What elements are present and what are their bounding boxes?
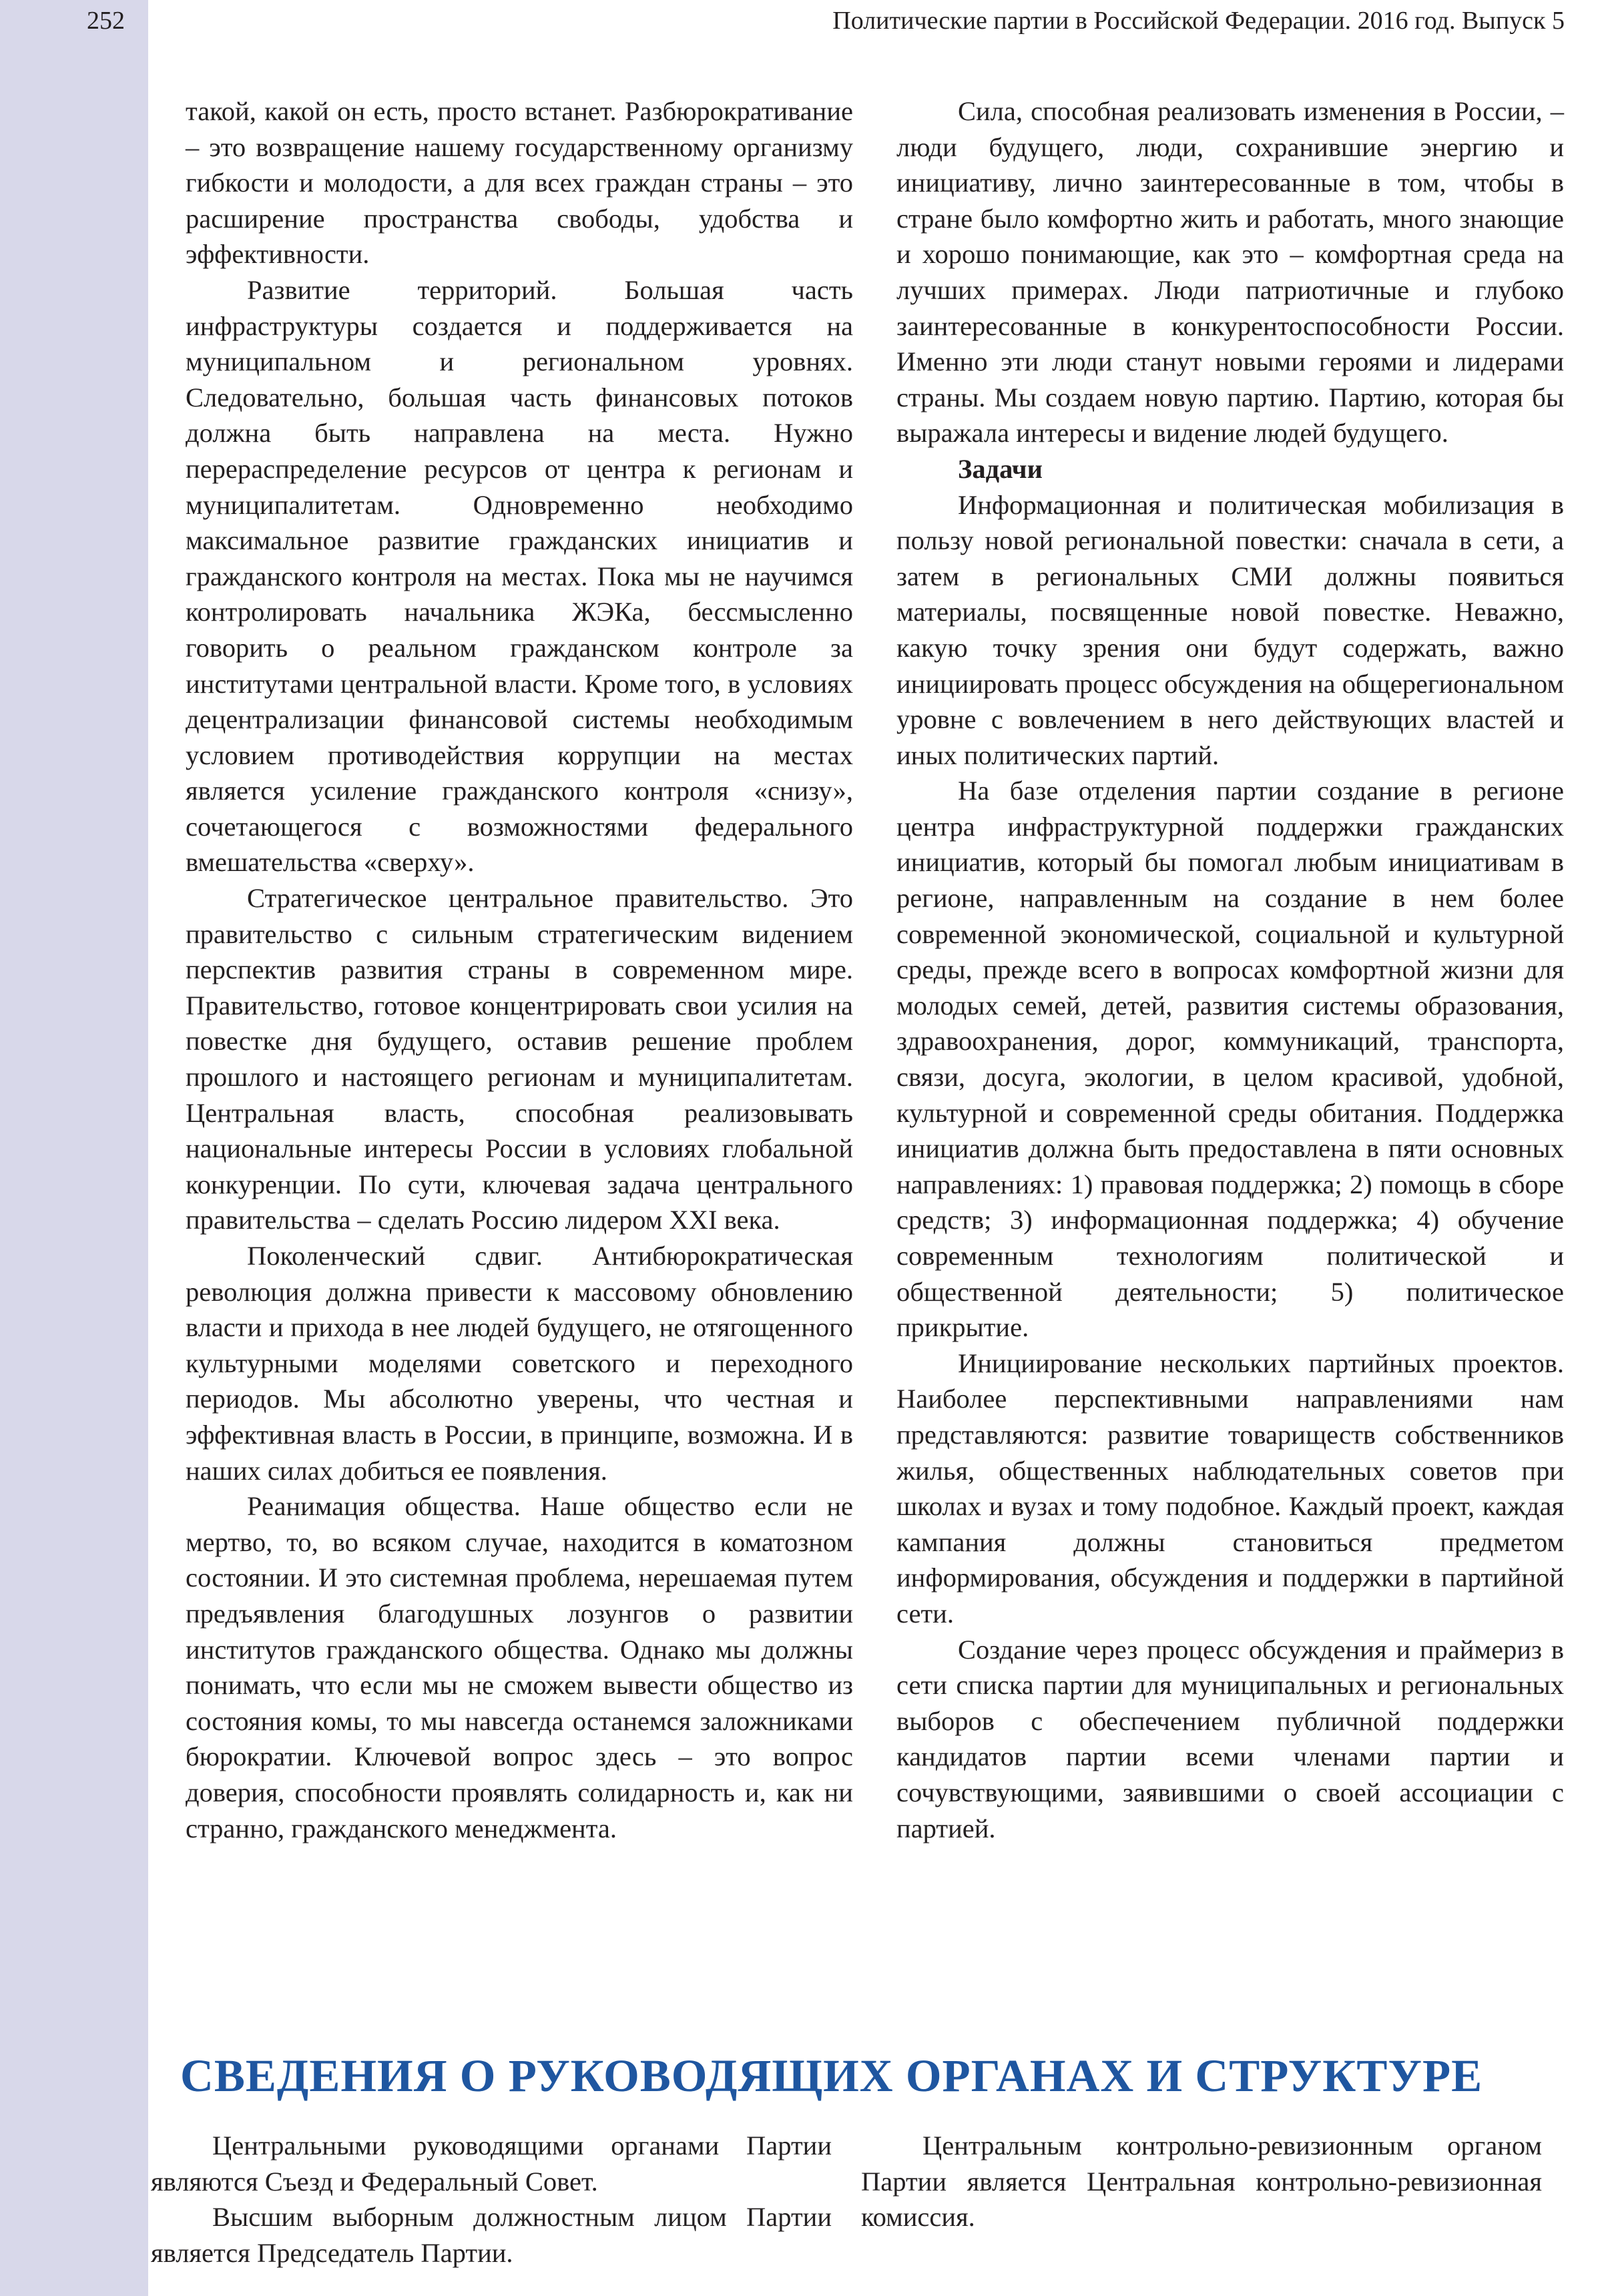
paragraph: Центральным контрольно-ревизионным органом Партии является Центральная контрольно-ревизионная комиссия. <box>861 2130 1542 2233</box>
paragraph: Стратегическое центральное правительство. Это правительство с сильным стратегическим видением перспектив развития страны в современном мире. Правительство, готовое концентрировать свои усилия на повестке дня будущего, оставив решение проблем прошлого и настоящего регионам и муниципалитетам. Центральная власть, способная реализовывать национальные интересы России в условиях глобальной конкуренции. По сути, ключевая задача центрального правительства – сделать Россию лидером XXI века. <box>186 883 853 1235</box>
paragraph: Создание через процесс обсуждения и праймериз в сети списка партии для муниципальных и региональных выборов с обеспечением публичной поддержки кандидатов партии всеми членами партии и сочувствующими, заявившими о своей ассоциации с партией. <box>896 1634 1564 1843</box>
paragraph: Высшим выборным должностным лицом Партии является Председатель Партии. <box>151 2202 832 2268</box>
paragraph: На базе отделения партии создание в регионе центра инфраструктурной поддержки гражданских инициатив, который бы помогал любым инициативам в регионе, направленным на создание в нем более современной экономической, социальной и культурной среды, прежде всего в вопросах комфортной жизни для молодых семей, детей, развития системы образования, здравоохранения, дорог, коммуникаций, транспорта, связи, досуга, экологии, в целом красивой, удобной, культурной и современной среды обитания. Поддержка инициатив должна быть предоставлена в пяти основных направлениях: 1) правовая поддержка; 2) помощь в сборе средств; 3) информационная поддержка; 4) обучение современным технологиям политической и общественной деятельности; 5) политическое прикрытие. <box>896 776 1564 1343</box>
paragraph: Информационная и политическая мобилизация в пользу новой региональной повестки: сначала в сети, а затем в региональных СМИ должны появиться материалы, посвященные новой повестке. Неважно, какую точку зрения они будут содержать, важно инициировать процесс обсуждения на общерегиональном уровне с вовлечением в него действующих властей и иных политических партий. <box>896 489 1564 770</box>
left-text-column <box>186 93 853 1846</box>
paragraph: Центральными руководящими органами Партии являются Съезд и Федеральный Совет. <box>151 2130 832 2197</box>
section-right-column <box>861 2128 1542 2235</box>
paragraph: Сила, способная реализовать изменения в России, – люди будущего, люди, сохранившие энергию и инициативу, лично заинтересованные в том, чтобы в стране было комфортно жить и работать, много знающие и хорошо понимающие, как это – комфортная среда на лучших примерах. Люди патриотичные и глубоко заинтересованные в конкурентоспособности России. Именно эти люди станут новыми героями и лидерами страны. Мы создаем новую партию. Партию, которая бы выражала интересы и видение людей будущего. <box>896 96 1564 449</box>
paragraph: такой, какой он есть, просто встанет. Разбюрокративание – это возвращение нашему государственному организму гибкости и молодости, а для всех граждан страны – это расширение пространства свободы, удобства и эффективности. <box>186 96 853 270</box>
paragraph: Развитие территорий. Большая часть инфраструктуры создается и поддерживается на муниципальном и региональном уровнях. Следовательно, большая часть финансовых потоков должна быть направлена на места. Нужно перераспределение ресурсов от центра к регионам и муниципалитетам. Одновременно необходимо максимальное развитие гражданских инициатив и гражданского контроля на местах. Пока мы не научимся контролировать начальника ЖЭКа, бессмысленно говорить о реальном гражданском контроле за институтами центральной власти. Кроме того, в условиях децентрализации финансовой системы необходимым условием противодействия коррупции на местах является усиление гражданского контроля «снизу», сочетающегося с возможностями федерального вмешательства «сверху». <box>186 274 853 878</box>
running-header: Политические партии в Российской Федерации. 2016 год. Выпуск 5 <box>832 7 1565 35</box>
paragraph: Реанимация общества. Наше общество если не мертво, то, во всяком случае, находится в коматозном состоянии. И это системная проблема, нерешаемая путем предъявления благодушных лозунгов о развитии институтов гражданского общества. Однако мы должны понимать, что если мы не сможем вывести общество из состояния комы, то мы навсегда останемся заложниками бюрократии. Ключевой вопрос здесь – это вопрос доверия, способности проявлять солидарность и, как ни странно, гражданского менеджмента. <box>186 1491 853 1843</box>
side-margin-band <box>0 0 148 2296</box>
paragraph: Инициирование нескольких партийных проектов. Наиболее перспективными направлениями нам представляются: развитие товариществ собственников жилья, общественных наблюдательных советов при школах и вузах и тому подобное. Каждый проект, каждая кампания должны становиться предметом информирования, обсуждения и поддержки в партийной сети. <box>896 1348 1564 1629</box>
right-text-column <box>896 93 1564 1846</box>
page-number: 252 <box>87 7 125 35</box>
section-left-column <box>151 2128 832 2271</box>
paragraph: Поколенческий сдвиг. Антибюрократическая революция должна привести к массовому обновлению власти и прихода в нее людей будущего, не отягощенного культурными моделями советского и переходного периодов. Мы абсолютно уверены, что честная и эффективная власть в России, в принципе, возможна. И в наших силах добиться ее появления. <box>186 1241 853 1486</box>
section-heading: СВЕДЕНИЯ О РУКОВОДЯЩИХ ОРГАНАХ И СТРУКТУРЕ <box>180 2050 1483 2101</box>
subheading-tasks: Задачи <box>958 453 1043 484</box>
